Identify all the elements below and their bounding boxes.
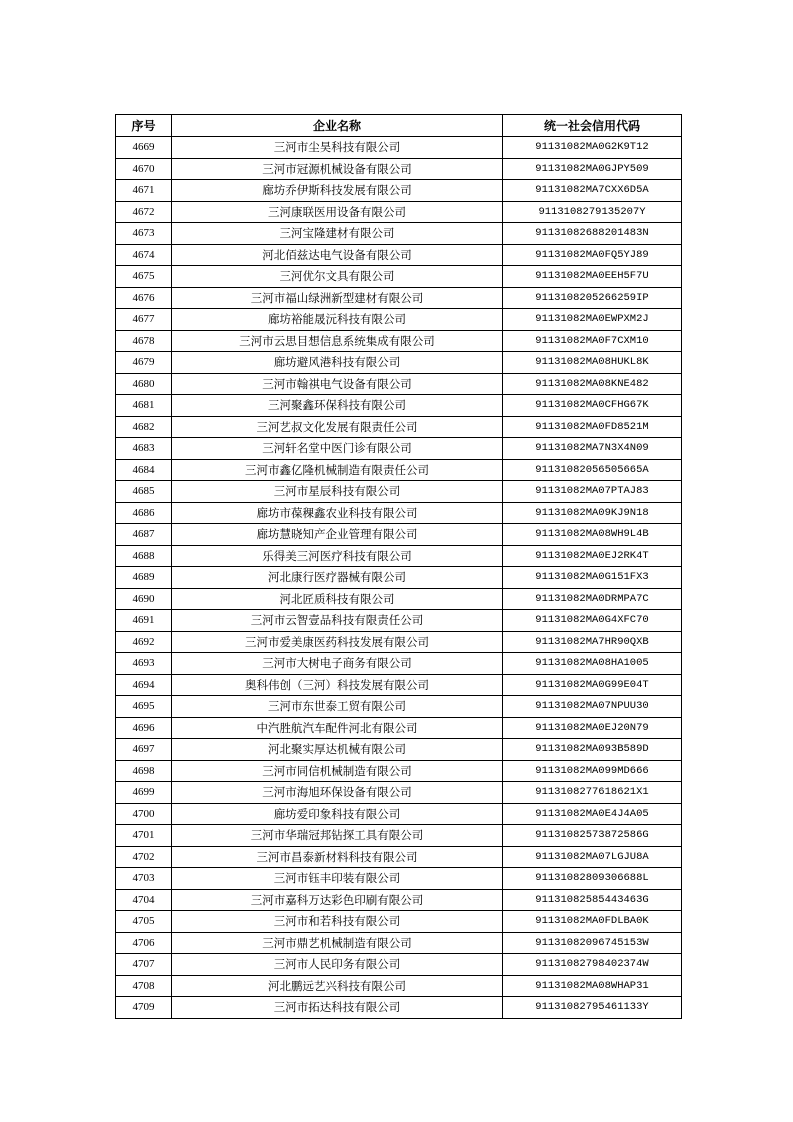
row-credit-code: 91131082MA093B589D bbox=[503, 739, 682, 761]
table-row bbox=[116, 223, 682, 245]
company-registry-table bbox=[115, 114, 682, 1019]
row-credit-code: 91131082MA0G4XFC70 bbox=[503, 610, 682, 632]
table-row bbox=[116, 631, 682, 653]
row-credit-code: 91131082MA08KNE482 bbox=[503, 373, 682, 395]
row-credit-code: 91131082MA7HR90QXB bbox=[503, 631, 682, 653]
table-row bbox=[116, 975, 682, 997]
table-body bbox=[116, 137, 682, 1019]
row-company-name: 廊坊避风港科技有限公司 bbox=[172, 352, 503, 374]
table-row bbox=[116, 309, 682, 331]
row-seq: 4671 bbox=[116, 180, 172, 202]
row-credit-code: 91131082MA09KJ9N18 bbox=[503, 502, 682, 524]
row-seq: 4705 bbox=[116, 911, 172, 933]
row-seq: 4686 bbox=[116, 502, 172, 524]
row-company-name: 三河市鑫亿隆机械制造有限责任公司 bbox=[172, 459, 503, 481]
row-seq: 4692 bbox=[116, 631, 172, 653]
row-credit-code: 91131082688201483N bbox=[503, 223, 682, 245]
row-credit-code: 91131082096745153W bbox=[503, 932, 682, 954]
table-row bbox=[116, 502, 682, 524]
row-seq: 4682 bbox=[116, 416, 172, 438]
table-row bbox=[116, 911, 682, 933]
row-company-name: 三河聚鑫环保科技有限公司 bbox=[172, 395, 503, 417]
row-seq: 4676 bbox=[116, 287, 172, 309]
row-company-name: 河北聚实厚达机械有限公司 bbox=[172, 739, 503, 761]
table-row bbox=[116, 997, 682, 1019]
row-seq: 4685 bbox=[116, 481, 172, 503]
table-row bbox=[116, 395, 682, 417]
row-credit-code: 91131082798402374W bbox=[503, 954, 682, 976]
row-company-name: 三河市福山绿洲新型建材有限公司 bbox=[172, 287, 503, 309]
row-seq: 4696 bbox=[116, 717, 172, 739]
row-company-name: 乐得美三河医疗科技有限公司 bbox=[172, 545, 503, 567]
row-credit-code: 91131082MA7CXX6D5A bbox=[503, 180, 682, 202]
row-company-name: 廊坊慧晓知产企业管理有限公司 bbox=[172, 524, 503, 546]
row-credit-code: 91131082MA0G151FX3 bbox=[503, 567, 682, 589]
row-credit-code: 91131082MA0FD8521M bbox=[503, 416, 682, 438]
row-credit-code: 91131082056505665A bbox=[503, 459, 682, 481]
row-company-name: 三河市云智壹品科技有限责任公司 bbox=[172, 610, 503, 632]
row-company-name: 三河市东世泰工贸有限公司 bbox=[172, 696, 503, 718]
row-credit-code: 91131082MA0FDLBA0K bbox=[503, 911, 682, 933]
row-seq: 4689 bbox=[116, 567, 172, 589]
row-seq: 4683 bbox=[116, 438, 172, 460]
row-company-name: 三河宝隆建材有限公司 bbox=[172, 223, 503, 245]
row-credit-code: 91131082MA0GJPY509 bbox=[503, 158, 682, 180]
row-credit-code: 91131082MA08WH9L4B bbox=[503, 524, 682, 546]
table-row bbox=[116, 954, 682, 976]
table-row bbox=[116, 201, 682, 223]
row-credit-code: 91131082MA0CFHG67K bbox=[503, 395, 682, 417]
table-row bbox=[116, 438, 682, 460]
row-company-name: 三河市星辰科技有限公司 bbox=[172, 481, 503, 503]
row-seq: 4678 bbox=[116, 330, 172, 352]
row-seq: 4681 bbox=[116, 395, 172, 417]
row-credit-code: 91131082MA0G99E04T bbox=[503, 674, 682, 696]
row-seq: 4684 bbox=[116, 459, 172, 481]
row-credit-code: 91131082MA08WHAP31 bbox=[503, 975, 682, 997]
row-credit-code: 91131082585443463G bbox=[503, 889, 682, 911]
table-row bbox=[116, 524, 682, 546]
row-seq: 4701 bbox=[116, 825, 172, 847]
table-row bbox=[116, 674, 682, 696]
row-seq: 4700 bbox=[116, 803, 172, 825]
row-credit-code: 91131082MA0G2K9T12 bbox=[503, 137, 682, 159]
row-seq: 4709 bbox=[116, 997, 172, 1019]
row-seq: 4669 bbox=[116, 137, 172, 159]
row-seq: 4690 bbox=[116, 588, 172, 610]
row-company-name: 三河市爱美康医药科技发展有限公司 bbox=[172, 631, 503, 653]
table-row bbox=[116, 352, 682, 374]
row-company-name: 三河优尔文具有限公司 bbox=[172, 266, 503, 288]
table-row bbox=[116, 825, 682, 847]
row-seq: 4680 bbox=[116, 373, 172, 395]
header-company-name: 企业名称 bbox=[172, 115, 503, 137]
row-company-name: 三河市华瑞冠邦钻探工具有限公司 bbox=[172, 825, 503, 847]
row-credit-code: 91131082MA08HA1005 bbox=[503, 653, 682, 675]
row-credit-code: 9113108277618621X1 bbox=[503, 782, 682, 804]
row-credit-code: 91131082MA08HUKL8K bbox=[503, 352, 682, 374]
row-company-name: 廊坊乔伊斯科技发展有限公司 bbox=[172, 180, 503, 202]
table-row bbox=[116, 588, 682, 610]
table-row bbox=[116, 180, 682, 202]
row-credit-code: 91131082MA0E4J4A05 bbox=[503, 803, 682, 825]
table-row bbox=[116, 760, 682, 782]
row-company-name: 廊坊市葆稞鑫农业科技有限公司 bbox=[172, 502, 503, 524]
table-row bbox=[116, 717, 682, 739]
row-credit-code: 9113108205266259IP bbox=[503, 287, 682, 309]
header-row bbox=[116, 115, 682, 137]
row-company-name: 河北康行医疗器械有限公司 bbox=[172, 567, 503, 589]
row-seq: 4673 bbox=[116, 223, 172, 245]
table-row bbox=[116, 610, 682, 632]
row-company-name: 三河市嘉科万达彩色印刷有限公司 bbox=[172, 889, 503, 911]
header-credit-code: 统一社会信用代码 bbox=[503, 115, 682, 137]
table-row bbox=[116, 932, 682, 954]
row-seq: 4688 bbox=[116, 545, 172, 567]
table-row bbox=[116, 137, 682, 159]
row-seq: 4677 bbox=[116, 309, 172, 331]
row-credit-code: 91131082MA0EJ2RK4T bbox=[503, 545, 682, 567]
row-seq: 4697 bbox=[116, 739, 172, 761]
table-row bbox=[116, 803, 682, 825]
row-seq: 4702 bbox=[116, 846, 172, 868]
row-seq: 4687 bbox=[116, 524, 172, 546]
table-row bbox=[116, 889, 682, 911]
row-seq: 4674 bbox=[116, 244, 172, 266]
row-company-name: 三河市钰丰印装有限公司 bbox=[172, 868, 503, 890]
row-credit-code: 91131082809306688L bbox=[503, 868, 682, 890]
row-company-name: 奥科伟创（三河）科技发展有限公司 bbox=[172, 674, 503, 696]
table-row bbox=[116, 266, 682, 288]
table-row bbox=[116, 330, 682, 352]
row-seq: 4708 bbox=[116, 975, 172, 997]
row-credit-code: 91131082MA099MD666 bbox=[503, 760, 682, 782]
table-row bbox=[116, 481, 682, 503]
row-company-name: 三河康联医用设备有限公司 bbox=[172, 201, 503, 223]
table-row bbox=[116, 158, 682, 180]
row-seq: 4695 bbox=[116, 696, 172, 718]
table-row bbox=[116, 782, 682, 804]
row-seq: 4698 bbox=[116, 760, 172, 782]
row-company-name: 三河市拓达科技有限公司 bbox=[172, 997, 503, 1019]
row-seq: 4675 bbox=[116, 266, 172, 288]
row-company-name: 中汽胜航汽车配件河北有限公司 bbox=[172, 717, 503, 739]
table-row bbox=[116, 696, 682, 718]
row-company-name: 三河市翰祺电气设备有限公司 bbox=[172, 373, 503, 395]
row-credit-code: 91131082MA0FQ5YJ89 bbox=[503, 244, 682, 266]
row-company-name: 三河市大树电子商务有限公司 bbox=[172, 653, 503, 675]
row-company-name: 三河市昌泰新材料科技有限公司 bbox=[172, 846, 503, 868]
table-row bbox=[116, 868, 682, 890]
row-company-name: 三河艺叔文化发展有限责任公司 bbox=[172, 416, 503, 438]
row-seq: 4670 bbox=[116, 158, 172, 180]
table-row bbox=[116, 545, 682, 567]
row-seq: 4694 bbox=[116, 674, 172, 696]
row-credit-code: 91131082MA0DRMPA7C bbox=[503, 588, 682, 610]
table-row bbox=[116, 459, 682, 481]
row-company-name: 三河市尘昊科技有限公司 bbox=[172, 137, 503, 159]
row-credit-code: 91131082MA07NPUU30 bbox=[503, 696, 682, 718]
row-company-name: 三河市云思目想信息系统集成有限公司 bbox=[172, 330, 503, 352]
row-credit-code: 91131082MA0EEH5F7U bbox=[503, 266, 682, 288]
row-company-name: 三河市人民印务有限公司 bbox=[172, 954, 503, 976]
table-row bbox=[116, 287, 682, 309]
table-header bbox=[116, 115, 682, 137]
row-credit-code: 91131082795461133Y bbox=[503, 997, 682, 1019]
row-company-name: 三河市同信机械制造有限公司 bbox=[172, 760, 503, 782]
header-seq: 序号 bbox=[116, 115, 172, 137]
table-row bbox=[116, 373, 682, 395]
row-credit-code: 91131082MA0F7CXM10 bbox=[503, 330, 682, 352]
row-credit-code: 91131082MA7N3X4N09 bbox=[503, 438, 682, 460]
row-seq: 4707 bbox=[116, 954, 172, 976]
table-row bbox=[116, 653, 682, 675]
row-company-name: 三河市和若科技有限公司 bbox=[172, 911, 503, 933]
table-row bbox=[116, 739, 682, 761]
row-seq: 4699 bbox=[116, 782, 172, 804]
row-company-name: 三河市鼎艺机械制造有限公司 bbox=[172, 932, 503, 954]
row-company-name: 三河市冠源机械设备有限公司 bbox=[172, 158, 503, 180]
row-credit-code: 91131082MA0EJ20N79 bbox=[503, 717, 682, 739]
row-credit-code: 91131082573872586G bbox=[503, 825, 682, 847]
row-company-name: 河北鹏远艺兴科技有限公司 bbox=[172, 975, 503, 997]
row-credit-code: 91131082MA07PTAJ83 bbox=[503, 481, 682, 503]
table-row bbox=[116, 846, 682, 868]
row-seq: 4704 bbox=[116, 889, 172, 911]
row-company-name: 三河市海旭环保设备有限公司 bbox=[172, 782, 503, 804]
row-seq: 4672 bbox=[116, 201, 172, 223]
row-company-name: 三河轩名堂中医门诊有限公司 bbox=[172, 438, 503, 460]
row-credit-code: 91131082MA0EWPXM2J bbox=[503, 309, 682, 331]
row-company-name: 河北佰兹达电气设备有限公司 bbox=[172, 244, 503, 266]
row-company-name: 廊坊裕能晟沅科技有限公司 bbox=[172, 309, 503, 331]
row-seq: 4693 bbox=[116, 653, 172, 675]
row-seq: 4691 bbox=[116, 610, 172, 632]
row-seq: 4703 bbox=[116, 868, 172, 890]
row-company-name: 河北匠质科技有限公司 bbox=[172, 588, 503, 610]
row-credit-code: 91131082MA07LGJU8A bbox=[503, 846, 682, 868]
table-row bbox=[116, 244, 682, 266]
row-seq: 4706 bbox=[116, 932, 172, 954]
row-seq: 4679 bbox=[116, 352, 172, 374]
row-company-name: 廊坊爱印象科技有限公司 bbox=[172, 803, 503, 825]
table-row bbox=[116, 567, 682, 589]
row-credit-code: 9113108279135207Y bbox=[503, 201, 682, 223]
table-row bbox=[116, 416, 682, 438]
